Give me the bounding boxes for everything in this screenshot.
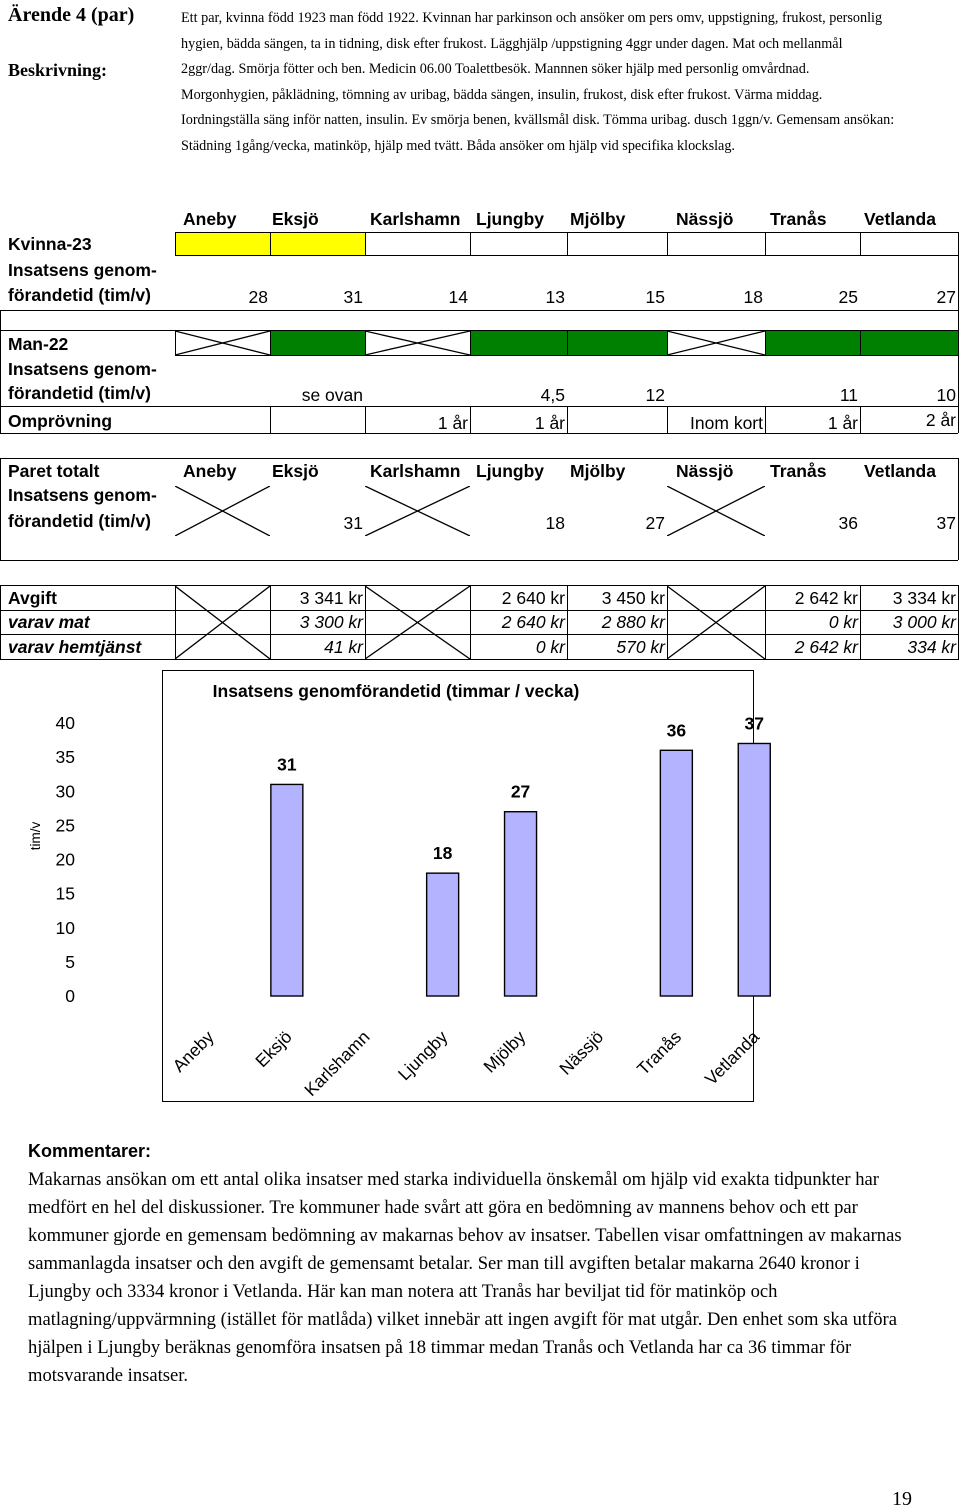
data-label-Ljungby: 18: [432, 843, 453, 864]
fees-x-cell-0: [175, 586, 270, 659]
fee-homecare-3: 0 kr: [535, 637, 565, 657]
fee-row-label-food: varav mat: [8, 612, 90, 632]
woman-col-line: [567, 232, 568, 256]
woman-time-label-2: förandetid (tim/v): [8, 285, 151, 305]
y-tick-label: 35: [55, 747, 75, 768]
couple-header-7: Vetlanda: [864, 461, 936, 481]
woman-time-7: 27: [936, 287, 956, 307]
woman-col-line: [667, 232, 668, 256]
review-value-6: 1 år: [827, 413, 858, 433]
woman-col-line: [270, 232, 271, 256]
fees-col-line: [567, 585, 568, 660]
man-col-line: [270, 330, 271, 356]
man-col-line: [765, 330, 766, 356]
couple-x-cell-2: [365, 486, 470, 536]
review-value-2: 1 år: [437, 413, 468, 433]
woman-label: Kvinna-23: [8, 234, 92, 254]
couple-right-edge: [958, 458, 959, 560]
case-description: Ett par, kvinna född 1923 man född 1922. Kvinnan har parkinson och ansöker om pers omv, uppstigning, frukost, personlig hygien, bädda sängen, ta in tidning, disk efter frukost. Lägghjälp /uppstigning 4ggr under dagen. Mat och mellanmål 2ggr/dag. Smörja fötter och ben. Medicin 06.00 Toalettbesök. Mannnen söker hjälp med personlig omvårdnad. Morgonhygien, påklädning, tömning av uribag, bädda sängen, insulin, frukost, disk efter frukost. Värma middag. Iordningställa säng inför natten, insulin. Ev smörja benen, kvällsmål disk. Tömma uribag. dusch 1ggn/v. Gemensam ansökan: Städning 1gång/vecka, matinköp, hjälp med tvätt. Båda ansöker om hjälp vid specifika klockslag.: [181, 10, 895, 154]
man-col-line: [958, 330, 959, 356]
bar-Eksjö: [271, 784, 303, 996]
fee-homecare-6: 2 642 kr: [794, 637, 858, 657]
table-header-5: Nässjö: [676, 209, 734, 229]
case-title: Ärende 4 (par): [8, 4, 135, 26]
fee-food-3: 2 640 kr: [501, 612, 565, 632]
couple-time-3: 18: [545, 513, 565, 533]
x-tick-label: Tranås: [632, 1026, 686, 1079]
woman-time-3: 13: [545, 287, 565, 307]
man-left-edge: [0, 310, 1, 380]
review-bottom: [0, 433, 958, 434]
fee-homecare-4: 570 kr: [616, 637, 665, 657]
x-tick-label: Ljungby: [393, 1026, 452, 1085]
fees-label-right: [175, 585, 176, 660]
fee-fee-1: 3 341 kr: [299, 588, 363, 608]
y-tick-label: 0: [65, 986, 75, 1006]
woman-col-line: [175, 232, 176, 256]
review-label: Omprövning: [8, 411, 113, 431]
x-tick-label: Nässjö: [555, 1026, 608, 1079]
review-col-line: [270, 406, 271, 433]
fee-homecare-7: 334 kr: [907, 637, 956, 657]
review-col-line: [860, 406, 861, 433]
x-tick-label: Eksjö: [251, 1026, 296, 1072]
woman-right-edge: [958, 255, 959, 330]
couple-top: [0, 458, 958, 459]
review-col-line: [765, 406, 766, 433]
man-col-line: [470, 330, 471, 356]
woman-time-2: 14: [448, 287, 468, 307]
fees-col-line: [470, 585, 471, 660]
comments-title: Kommentarer:: [28, 1141, 152, 1161]
y-tick-label: 30: [55, 781, 75, 802]
table-header-7: Vetlanda: [864, 209, 936, 229]
couple-left-edge: [0, 458, 1, 560]
y-tick-label: 25: [55, 815, 75, 836]
woman-cell-4: [568, 233, 667, 255]
review-value-5: Inom kort: [690, 413, 763, 433]
couple-time-1: 31: [343, 513, 363, 533]
man-cell-3: [471, 331, 567, 355]
man-time-4: 12: [645, 385, 665, 405]
man-x-cell-5: [667, 331, 765, 355]
man-mid: [175, 355, 958, 356]
fee-fee-7: 3 334 kr: [892, 588, 956, 608]
fee-row-label-homecare: varav hemtjänst: [8, 637, 142, 657]
table-header-1: Eksjö: [272, 209, 319, 229]
y-tick-label: 5: [65, 951, 75, 972]
couple-header-4: Mjölby: [570, 461, 626, 481]
woman-cell-3: [471, 233, 567, 255]
couple-time-label-2: förandetid (tim/v): [8, 511, 151, 531]
couple-time-7: 37: [936, 513, 956, 533]
fees-top: [0, 585, 958, 586]
woman-col-line: [765, 232, 766, 256]
table-border-woman-mid: [175, 255, 958, 256]
man-col-line: [860, 330, 861, 356]
table-header-3: Ljungby: [476, 209, 545, 229]
comments-text: Makarnas ansökan om ett antal olika insatser med starka individuella önskemål om hjälp vid exakta tidpunkter har medfört en hel del diskussioner. Tre kommuner hade svårt att göra en bedömning av mannens behov och ett par kommuner gjorde en gemensam bedömning av makarnas behov av insatser. Tabellen visar omfattningen av makarnas sammanlagda insatser och den avgift de gemensamt betalar. Ser man till avgiften betalar makarna 2640 kronor i Ljungby och 3334 kronor i Vetlanda. Här kan man notera att Tranås har beviljat tid för matinköp och matlagning/uppvärmning (istället för matlåda) vilket innebär att ingen avgift för mat utgår. Den enhet som ska utföra hjälpen i Ljungby beräknas genomföra insatsen på 18 timmar medan Tranås och Vetlanda har ca 36 timmar för motsvarande insatser.: [28, 1169, 902, 1386]
y-tick-label: 20: [55, 849, 75, 870]
woman-col-line: [365, 232, 366, 256]
man-right-edge: [958, 355, 959, 433]
woman-cell-1: [271, 233, 365, 255]
man-time-label-2: förandetid (tim/v): [8, 383, 151, 403]
couple-time-label-1: Insatsens genom-: [8, 485, 157, 505]
data-label-Mjölby: 27: [510, 781, 531, 802]
woman-cell-7: [861, 233, 958, 255]
man-col-line: [175, 330, 176, 356]
man-time-label-1: Insatsens genom-: [8, 359, 157, 379]
fees-col-line: [667, 585, 668, 660]
review-value-7: 2 år: [925, 410, 956, 430]
man-cell-1: [271, 331, 365, 355]
comparison-table: [0, 200, 960, 660]
fees-col-line: [270, 585, 271, 660]
fees-col-line: [958, 585, 959, 660]
man-col-line: [365, 330, 366, 356]
fees-col-line: [765, 585, 766, 660]
fee-fee-6: 2 642 kr: [794, 588, 858, 608]
man-cell-7: [861, 331, 958, 355]
woman-time-5: 18: [743, 287, 763, 307]
fees-col-line: [365, 585, 366, 660]
man-col-line: [567, 330, 568, 356]
x-tick-label: Aneby: [168, 1026, 218, 1076]
table-header-0: Aneby: [183, 209, 237, 229]
fee-fee-4: 3 450 kr: [601, 588, 665, 608]
description-label: Beskrivning:: [8, 60, 108, 80]
woman-time-0: 28: [248, 287, 268, 307]
fee-food-7: 3 000 kr: [892, 612, 956, 632]
fees-left: [0, 585, 1, 660]
bar-chart: [0, 660, 960, 1110]
data-label-Eksjö: 31: [277, 754, 297, 775]
x-tick-label: Mjölby: [479, 1026, 530, 1077]
fee-fee-3: 2 640 kr: [501, 588, 565, 608]
fee-food-1: 3 300 kr: [299, 612, 363, 632]
couple-label: Paret totalt: [8, 461, 100, 481]
man-cell-4: [568, 331, 667, 355]
woman-col-line: [958, 232, 959, 256]
couple-header-6: Tranås: [770, 461, 827, 481]
x-tick-label: Vetlanda: [700, 1026, 764, 1090]
fee-food-4: 2 880 kr: [601, 612, 665, 632]
bar-Vetlanda: [738, 743, 770, 996]
fee-row-label-fee: Avgift: [8, 588, 57, 608]
review-col-line: [365, 406, 366, 433]
table-header-4: Mjölby: [570, 209, 626, 229]
man-label: Man-22: [8, 334, 69, 354]
table-header-2: Karlshamn: [370, 209, 461, 229]
man-time-3: 4,5: [540, 385, 565, 405]
man-left-edge-2: [0, 380, 1, 433]
couple-header-3: Ljungby: [476, 461, 545, 481]
woman-time-label-1: Insatsens genom-: [8, 260, 157, 280]
woman-time-6: 25: [838, 287, 858, 307]
woman-col-line: [470, 232, 471, 256]
review-col-line: [567, 406, 568, 433]
couple-time-4: 27: [645, 513, 665, 533]
y-axis-label: tim/v: [28, 821, 43, 851]
couple-header-1: Eksjö: [272, 461, 319, 481]
data-label-Tranås: 36: [666, 720, 687, 741]
bar-Ljungby: [427, 873, 459, 996]
review-top: [0, 406, 958, 407]
x-tick-label: Karlshamn: [300, 1026, 374, 1100]
fee-food-6: 0 kr: [828, 612, 858, 632]
couple-time-6: 36: [838, 513, 858, 533]
data-label-Vetlanda: 37: [744, 713, 764, 734]
review-col-line: [667, 406, 668, 433]
woman-bottom: [0, 310, 958, 311]
y-tick-label: 15: [55, 883, 75, 904]
table-header-6: Tranås: [770, 209, 827, 229]
couple-header-5: Nässjö: [676, 461, 734, 481]
fees-row-line: [0, 610, 958, 611]
man-cell-6: [766, 331, 860, 355]
couple-x-cell-5: [667, 486, 765, 536]
woman-cell-2: [366, 233, 470, 255]
woman-col-line: [860, 232, 861, 256]
fees-x-cell-2: [365, 586, 470, 659]
woman-cell-5: [668, 233, 765, 255]
fees-row-line: [0, 634, 958, 635]
couple-x-cell-0: [175, 486, 270, 536]
woman-cell-6: [766, 233, 860, 255]
review-col-line: [470, 406, 471, 433]
y-tick-label: 10: [55, 917, 75, 938]
woman-time-4: 15: [645, 287, 665, 307]
chart-title: Insatsens genomförandetid (timmar / vecka): [212, 681, 580, 701]
man-time-6: 11: [839, 385, 858, 405]
page-number: 19: [892, 1488, 912, 1510]
couple-header-0: Aneby: [183, 461, 237, 481]
bar-Tranås: [660, 750, 692, 996]
woman-time-1: 31: [343, 287, 363, 307]
man-time-1: se ovan: [301, 385, 363, 405]
man-x-cell-2: [365, 331, 470, 355]
fees-x-cell-5: [667, 586, 765, 659]
couple-header-2: Karlshamn: [370, 461, 461, 481]
review-value-3: 1 år: [534, 413, 565, 433]
couple-bottom: [0, 560, 958, 561]
bar-Mjölby: [505, 812, 537, 996]
woman-cell-0: [176, 233, 270, 255]
man-col-line: [667, 330, 668, 356]
man-x-cell-0: [175, 331, 270, 355]
man-time-7: 10: [936, 385, 956, 405]
fee-homecare-1: 41 kr: [324, 637, 363, 657]
fees-col-line: [860, 585, 861, 660]
y-tick-label: 40: [55, 713, 75, 733]
